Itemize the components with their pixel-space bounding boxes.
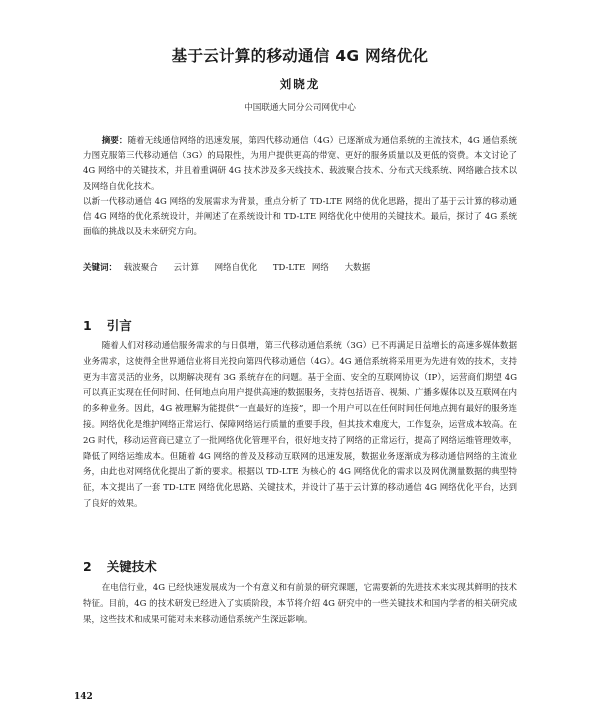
abstract-label: 摘要： bbox=[101, 136, 128, 146]
abstract-paragraph-2: 以新一代移动通信 4G 网络的发展需求为背景，重点分析了 TD-LTE 网络的优化思路，提出了基于云计算的移动通信 4G 网络的优化系统设计，并阐述了在系统设计和 TD-LTE 网络优化中使用的关键技术。最后，探讨了 4G 系统面临的挑战以及未来研究方向。 bbox=[83, 196, 517, 238]
keyword-item: TD-LTE 网络 bbox=[272, 263, 329, 273]
keyword-item: 大数据 bbox=[344, 263, 371, 273]
section-number: 1 bbox=[83, 318, 92, 333]
keyword-item: 载波聚合 bbox=[123, 263, 158, 273]
section-heading-introduction bbox=[83, 316, 132, 334]
keywords-block bbox=[83, 261, 517, 276]
section-title: 关键技术 bbox=[106, 559, 157, 574]
key-technologies-paragraph: 在电信行业，4G 已经快速发展成为一个有意义和有前景的研究课题，它需要新的先进技术来实现其鲜明的技术特征。目前，4G 的技术研发已经进入了实质阶段，本节将介绍 4G 研究中的一些关键技术和国内学者的相关研究成果，这些技术和成果可能对未来移动通信系统产生深远影响。 bbox=[83, 583, 517, 625]
author-affiliation: 中国联通大同分公司网优中心 bbox=[244, 103, 356, 113]
keyword-item: 网络自优化 bbox=[214, 263, 258, 273]
section-heading-key-technologies bbox=[83, 557, 157, 575]
paper-title: 基于云计算的移动通信 4G 网络优化 bbox=[171, 47, 429, 65]
abstract-paragraph-1 bbox=[83, 134, 517, 195]
section-number: 2 bbox=[83, 559, 92, 574]
abstract-block bbox=[83, 134, 517, 240]
section-title: 引言 bbox=[106, 318, 132, 333]
author-name: 刘晓龙 bbox=[279, 77, 321, 91]
abstract-text-1: 随着无线通信网络的迅速发展，第四代移动通信（4G）已逐渐成为通信系统的主流技术，4G 通信系统力图克服第三代移动通信（3G）的局限性，为用户提供更高的带宽、更好的服务质量以及更低的资费。本文讨论了 4G 网络中的关键技术，并且着重调研 4G 技术涉及多天线技术、载波聚合技术、分布式天线系统、网络融合技术以及网络自优化技术。 bbox=[83, 136, 517, 192]
introduction-paragraph: 随着人们对移动通信服务需求的与日俱增，第三代移动通信系统（3G）已不再满足日益增长的高速多媒体数据业务需求，这使得全世界通信业将目光投向第四代移动通信（4G）。4G 通信系统将采用更为先进有效的技术，支持更为丰富灵活的业务，以期解决现有 3G 系统存在的问题。基于全面、安全的互联网协议（IP），运营商们期望 4G 可以真正实现在任何时间、任何地点向用户提供高速的数据服务，支持包括语音、视频、广播多媒体以及互联网在内的多种业务。因此，4G 被理解为能提供“一直最好的连接”，即一个用户可以在任何时间任何地点拥有最好的服务连接。网络优化是维护网络正常运行、保障网络运行质量的重要手段，但其技术难度大，工作复杂，运营成本较高。在 2G 时代，移动运营商已建立了一批网络优化管理平台，很好地支持了网络的正常运行，提高了网络运维管理效率，降低了网络运维成本。但随着 4G 网络的普及及移动互联网的迅速发展，数据业务逐渐成为移动通信网络的主流业务，由此也对网络优化提出了新的要求。根据以 TD-LTE 为核心的 4G 网络优化的需求以及网优测量数据的典型特征，本文提出了一套 TD-LTE 网络优化思路、关键技术，并设计了基于云计算的移动通信 4G 网络优化平台，达到了良好的效果。 bbox=[83, 341, 517, 509]
page-number: 142 bbox=[74, 692, 93, 702]
keyword-item: 云计算 bbox=[173, 263, 199, 273]
keywords-label: 关键词： bbox=[83, 263, 118, 273]
